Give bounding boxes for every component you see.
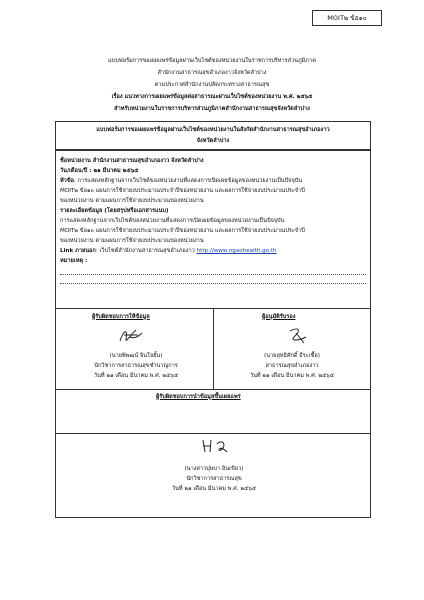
detail-text-2: MOIT๒ ข้อ๑๐ แผนการใช้จ่ายงบประมาณประจำปีของหน่วยงาน และผลการใช้จ่ายงบประมาณประจำปี — [60, 228, 305, 234]
left-signature-image — [116, 325, 146, 347]
agency-name: ชื่อหน่วยงาน สำนักงานสาธารณสุขอำเภองาว จังหวัดลำปาง — [60, 158, 204, 164]
form-title-box — [55, 121, 371, 150]
subject-text-2: MOIT๒ ข้อ๑๐ แผนการใช้จ่ายงบประมาณประจำปีของหน่วยงาน และผลการใช้จ่ายงบประมาณประจำปี — [60, 188, 305, 194]
heading-line-3: ตามประกาศสำนักงานปลัดกระทรวงสาธารณสุข — [154, 82, 270, 88]
subject-text-3: ของหน่วยงาน ตามแผนการใช้จ่ายงบประมาณของหน่วยงาน — [60, 198, 204, 204]
subject-text-1: : การแสดงหลักฐานจากเว็บไซต์ของหน่วยงานที่แสดงการเปิดเผยข้อมูลของหน่วยงานเป็นปัจจุบัน — [74, 178, 303, 184]
detail-text-1: การแสดงหลักฐานจากเว็บไซต์ของหน่วยงานที่แสดงการเปิดเผยข้อมูลของหน่วยงานเป็นปัจจุบัน — [60, 218, 285, 224]
left-signer-name: (นายพิพฒน์ จินใจยั้น) — [109, 353, 163, 359]
heading-block — [40, 55, 384, 115]
publisher-signature-image — [199, 436, 231, 456]
right-signer-block — [222, 351, 362, 381]
signature-divider — [213, 309, 214, 389]
publisher-box — [55, 434, 371, 518]
right-signer-position: สาธารณสุขอำเภองาว — [265, 363, 319, 369]
detail-text-3: ของหน่วยงาน ตามแผนการใช้จ่ายงบประมาณของหน่วยงาน — [60, 238, 204, 244]
subject-label: หัวข้อ — [60, 178, 75, 184]
website-link[interactable]: http://www.ngaohealth.go.th — [196, 248, 277, 254]
publisher-title: ผู้รับผิดชอบการนำข้อมูลขึ้นเผยแพร่ — [156, 394, 241, 400]
heading-line-4: เรื่อง แนวทางการเผยแพร่ข้อมูลต่อสาธารณะผ่านเว็บไซต์ของหน่วยงาน พ.ศ. ๒๕๖๕ — [111, 94, 313, 100]
left-signer-title: ผู้รับผิดชอบการให้ข้อมูล — [92, 314, 150, 320]
right-signature-image — [284, 325, 314, 347]
link-label: Link ภายนอก — [60, 248, 96, 254]
signature-separator — [56, 389, 370, 390]
publisher-name: (นางสาวปุษบา อินเขียว) — [184, 466, 244, 472]
heading-line-5: สำหรับหน่วยงานในราชการบริหารส่วนภูมิภาคสำนักงานสาธารณสุขจังหวัดลำปาง — [114, 106, 310, 112]
left-signer-block — [66, 351, 206, 381]
publisher-block — [144, 464, 284, 494]
note-label: หมายเหตุ : — [60, 258, 88, 264]
publisher-position: นักวิชาการสาธารณสุข — [186, 476, 242, 482]
right-signer-title: ผู้อนุมัติรับรอง — [262, 314, 296, 320]
left-signer-date: วันที่ ๒๑ เดือน มีนาคม พ.ศ. ๒๕๖๕ — [93, 373, 179, 379]
form-title-line-1: แบบฟอร์มการขอเผยแพร่ข้อมูลผ่านเว็บไซต์ของหน่วยงานในสังกัดสำนักงานสาธารณสุขอำเภองาว — [96, 127, 330, 133]
left-signer-position: นักวิชาการสาธารณสุขชำนาญการ — [94, 363, 178, 369]
right-signer-name: (นายสุทธิศักดิ์ ธีระเชื้อ) — [264, 353, 320, 359]
right-signer-date: วันที่ ๒๑ เดือน มีนาคม พ.ศ. ๒๕๖๕ — [249, 373, 335, 379]
document-code: MOIT๒ ข้อ๑๐ — [312, 10, 382, 26]
publisher-date: วันที่ ๒๑ เดือน มีนาคม พ.ศ. ๒๕๖๕ — [171, 486, 257, 492]
form-title-line-2: จังหวัดลำปาง — [196, 138, 230, 144]
form-date: วัน/เดือน/ปี : ๒๑ มีนาคม ๒๕๖๕ — [60, 168, 139, 174]
link-text: : เว็บไซต์สำนักงานสาธารณสุขอำเภองาว — [95, 248, 195, 254]
signatures-box — [55, 308, 371, 434]
heading-line-1: แบบฟอร์มการขอเผยแพร่ข้อมูลผ่านเว็บไซต์ของหน่วยงานในราชการบริหารส่วนภูมิภาค — [108, 58, 316, 64]
detail-label: รายละเอียดข้อมูล (โดยสรุปหรือเอกสารแนบ) — [60, 208, 169, 214]
heading-line-2: สำนักงานสาธารณสุขอำเภองาวจังหวัดลำปาง — [157, 70, 267, 76]
